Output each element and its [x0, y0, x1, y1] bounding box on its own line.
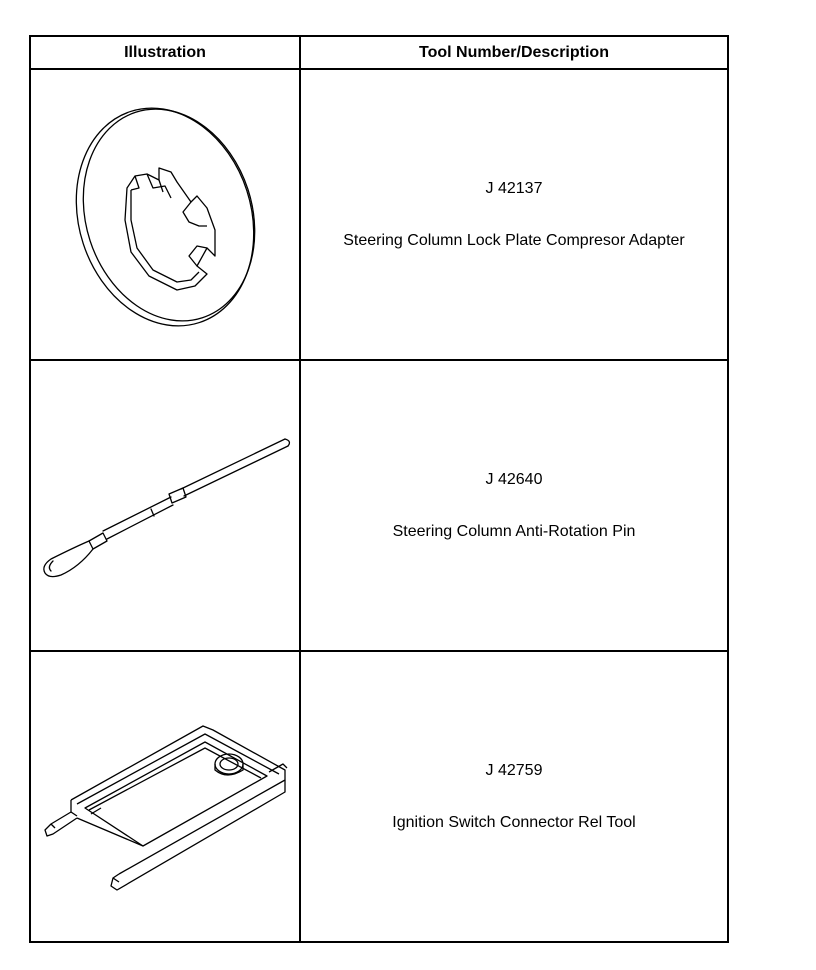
tool-number: J 42640: [485, 470, 543, 488]
illustration-cell: [30, 360, 300, 651]
table-row: [30, 360, 728, 651]
header-tool-number-description: Tool Number/Description: [300, 36, 728, 69]
lock-plate-compressor-adapter-icon: [31, 70, 297, 359]
tool-table: [29, 35, 729, 943]
illustration-cell: [30, 69, 300, 360]
tool-description-cell: [300, 360, 728, 651]
tool-description: Steering Column Anti-Rotation Pin: [392, 522, 636, 540]
tool-number: J 42759: [485, 761, 543, 779]
table-header-row: [30, 36, 728, 69]
tool-description: Ignition Switch Connector Rel Tool: [392, 813, 636, 831]
table-row: [30, 651, 728, 942]
tool-description: Steering Column Lock Plate Compresor Adapter: [343, 231, 685, 249]
table-row: [30, 69, 728, 360]
illustration-cell: [30, 651, 300, 942]
connector-release-tool-icon: [31, 652, 297, 941]
tool-description-cell: [300, 651, 728, 942]
tool-number: J 42137: [485, 179, 543, 197]
header-illustration: Illustration: [30, 36, 300, 69]
anti-rotation-pin-icon: [31, 361, 297, 650]
tool-description-cell: [300, 69, 728, 360]
